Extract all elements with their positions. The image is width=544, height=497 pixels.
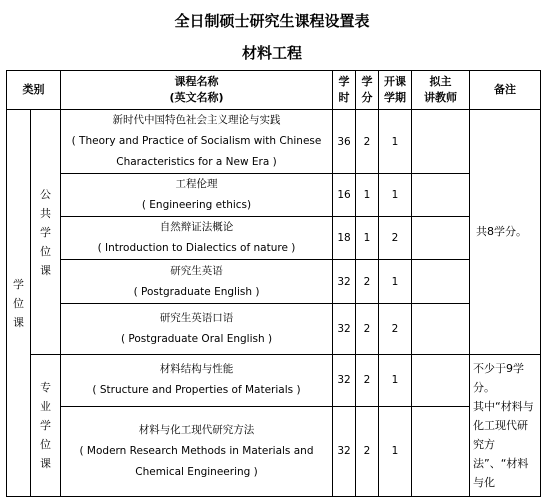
lecturer-cell — [412, 174, 470, 217]
header-credits: 学 分 — [356, 71, 379, 110]
table-row — [7, 110, 541, 174]
header-lecturer: 拟主 讲教师 — [412, 71, 470, 110]
credits-cell: 2 — [356, 110, 379, 174]
hours-cell: 32 — [333, 260, 356, 304]
credits-cell: 1 — [356, 174, 379, 217]
semester-cell: 1 — [379, 406, 412, 496]
table-row — [7, 406, 541, 496]
hours-cell: 18 — [333, 217, 356, 260]
course-name-cell: 研究生英语 ( Postgraduate English ) — [61, 260, 333, 304]
group-label-major: 专 业 学 位 课 — [31, 355, 61, 497]
lecturer-cell — [412, 355, 470, 407]
header-course-name: 课程名称 (英文名称) — [61, 71, 333, 110]
hours-cell: 16 — [333, 174, 356, 217]
header-hours: 学 时 — [333, 71, 356, 110]
semester-cell: 1 — [379, 174, 412, 217]
course-name-cell: 自然辩证法概论 ( Introduction to Dialectics of nature ) — [61, 217, 333, 260]
table-row — [7, 355, 541, 407]
header-row — [7, 71, 541, 110]
group-label-public: 公 共 学 位 课 — [31, 110, 61, 355]
semester-cell: 2 — [379, 304, 412, 355]
semester-cell: 1 — [379, 110, 412, 174]
course-name-cell: 材料结构与性能 ( Structure and Properties of Materials ) — [61, 355, 333, 407]
credits-cell: 2 — [356, 304, 379, 355]
lecturer-cell — [412, 110, 470, 174]
page-title: 全日制硕士研究生课程设置表 — [174, 12, 370, 30]
course-table — [6, 70, 541, 497]
semester-cell: 1 — [379, 260, 412, 304]
category-degree-course: 学 位 课 — [7, 110, 31, 497]
table-row — [7, 260, 541, 304]
table-row — [7, 304, 541, 355]
credits-cell: 2 — [356, 355, 379, 407]
page-subtitle: 材料工程 — [241, 44, 302, 62]
table-row — [7, 217, 541, 260]
hours-cell: 32 — [333, 304, 356, 355]
header-category: 类别 — [7, 71, 61, 110]
lecturer-cell — [412, 260, 470, 304]
hours-cell: 36 — [333, 110, 356, 174]
note-major: 不少于9学分。 其中“材料与化工现代研究方法”、“材料与化 — [470, 355, 541, 497]
semester-cell: 2 — [379, 217, 412, 260]
course-name-cell: 研究生英语口语 ( Postgraduate Oral English ) — [61, 304, 333, 355]
credits-cell: 2 — [356, 406, 379, 496]
credits-cell: 1 — [356, 217, 379, 260]
course-name-cell: 新时代中国特色社会主义理论与实践 ( Theory and Practice of Socialism with Chinese Characteristics for a New Era ) — [61, 110, 333, 174]
header-semester: 开课 学期 — [379, 71, 412, 110]
hours-cell: 32 — [333, 406, 356, 496]
hours-cell: 32 — [333, 355, 356, 407]
header-notes: 备注 — [470, 71, 541, 110]
table-row — [7, 174, 541, 217]
lecturer-cell — [412, 406, 470, 496]
semester-cell: 1 — [379, 355, 412, 407]
lecturer-cell — [412, 217, 470, 260]
credits-cell: 2 — [356, 260, 379, 304]
note-public: 共8学分。 — [470, 110, 541, 355]
course-name-cell: 材料与化工现代研究方法 ( Modern Research Methods in Materials and Chemical Engineering ) — [61, 406, 333, 496]
course-name-cell: 工程伦理 ( Engineering ethics) — [61, 174, 333, 217]
lecturer-cell — [412, 304, 470, 355]
